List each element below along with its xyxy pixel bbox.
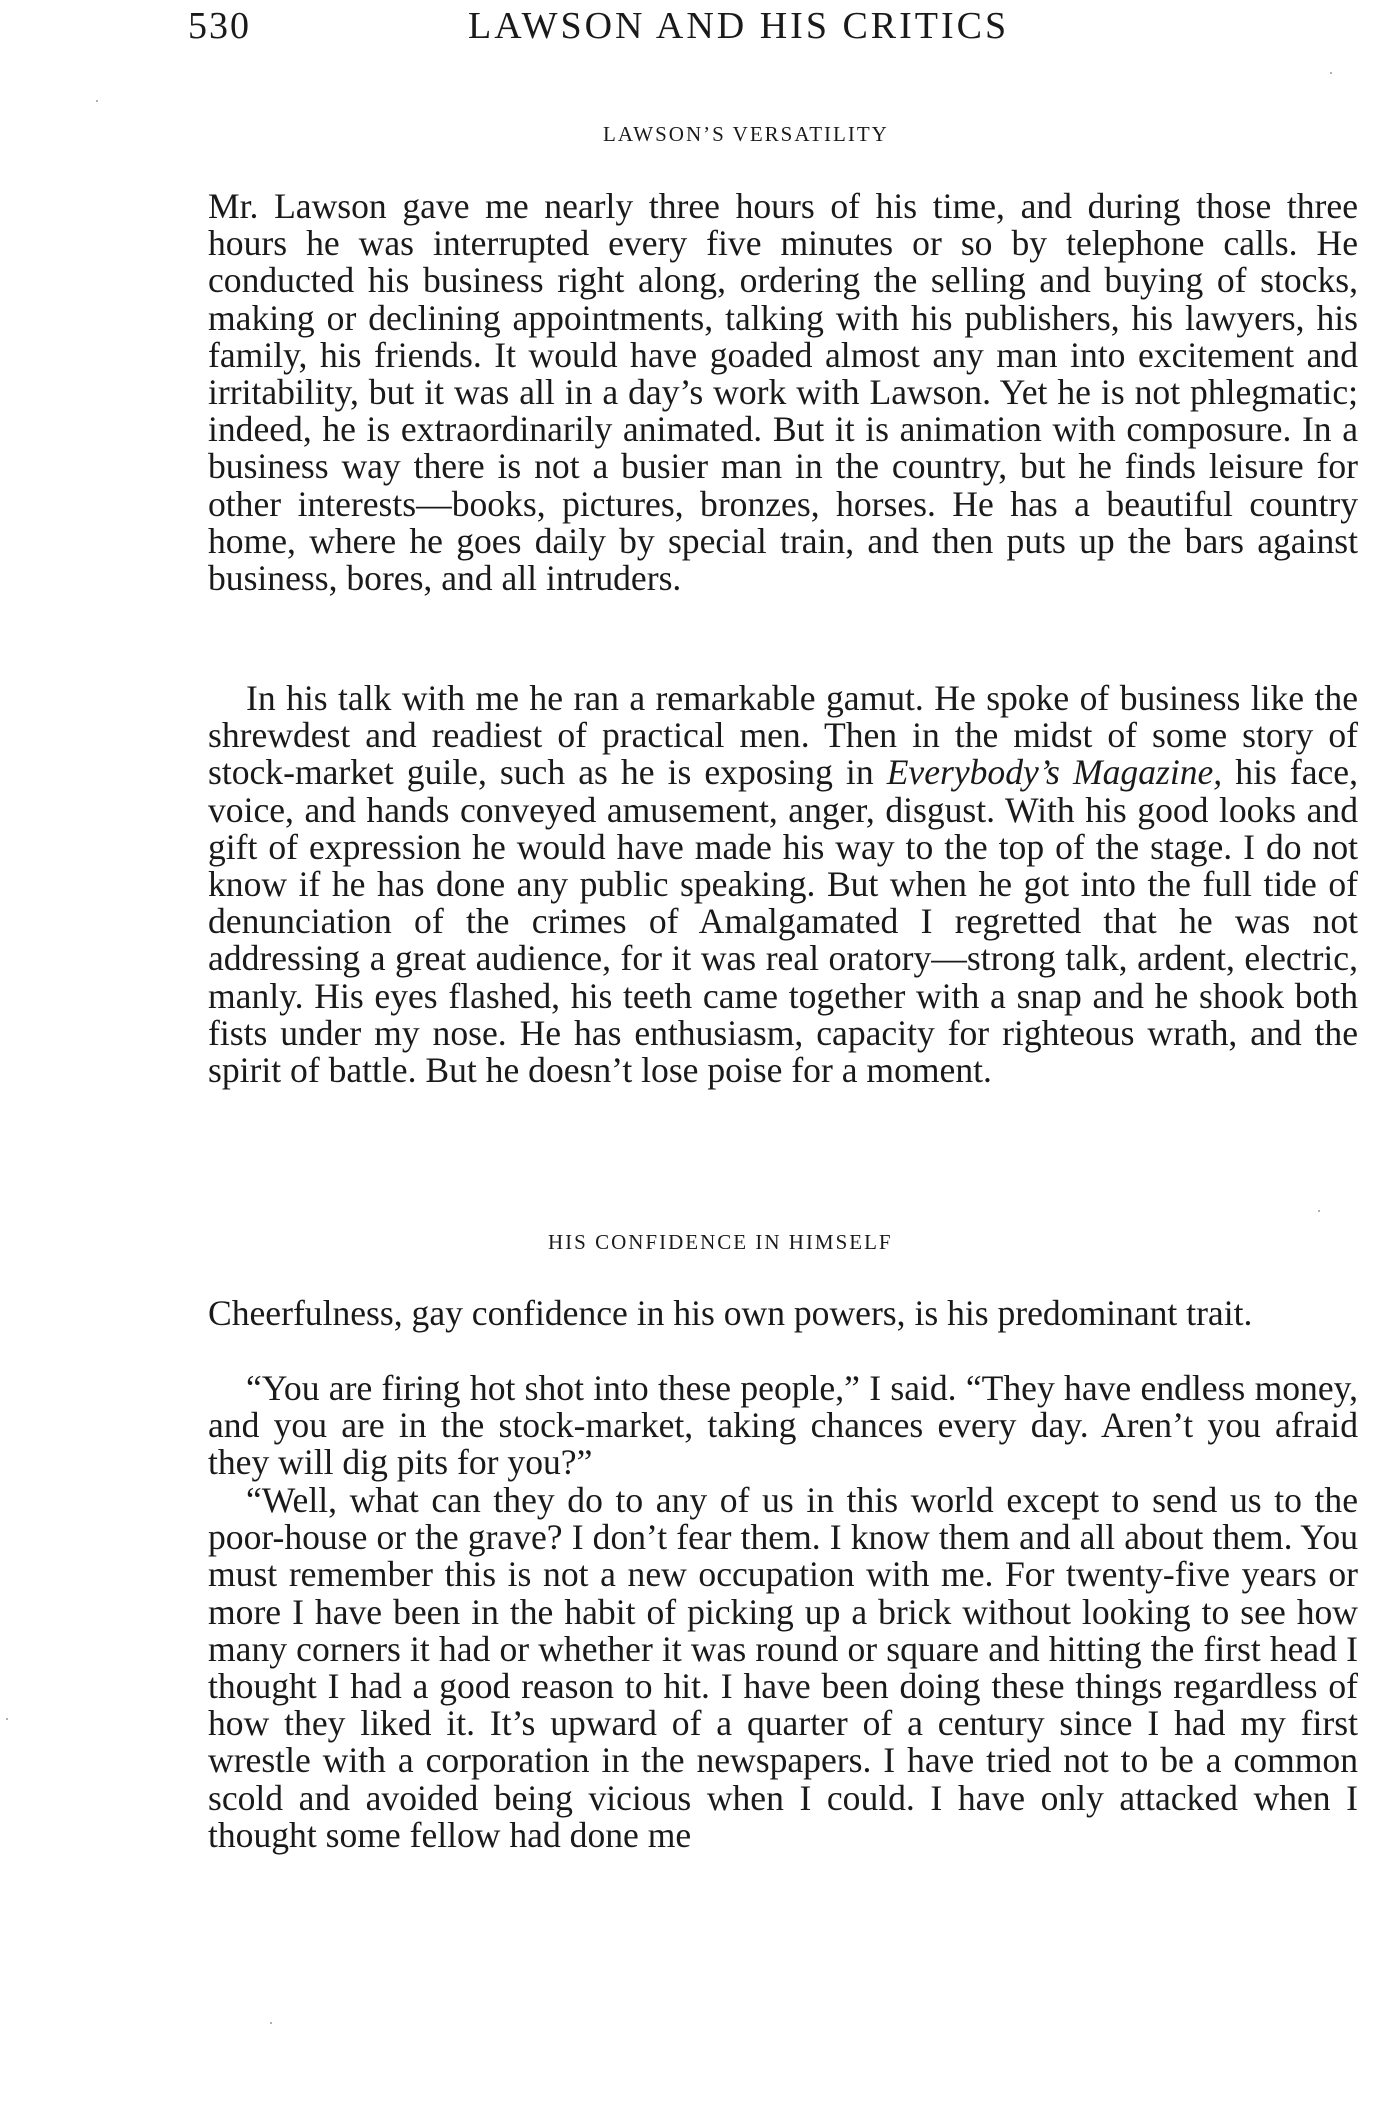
paragraph-text: In his talk with me he ran a remarkable gamut. He spoke of business like the shrewdest and readiest of practical men. Then in the midst of some story of stock-market guile, such as he is exposing in (208, 678, 1358, 793)
running-title: LAWSON AND HIS CRITICS (468, 5, 1010, 47)
scan-speck (270, 2022, 272, 2024)
section-heading-versatility: LAWSON’S VERSATILITY (603, 122, 889, 146)
section-heading-confidence: HIS CONFIDENCE IN HIMSELF (548, 1230, 893, 1254)
body-paragraph: “Well, what can they do to any of us in this world except to send us to the poor-house or the grave? I don’t fear them. I know them and all about them. You must remember this is not a new occupation with me. For twenty-five years or more I have been in the habit of picking up a brick without looking to see how many corners it had or whether it was round or square and hitting the first head I thought I had a good reason to hit. I have been doing these things regardless of how they liked it. It’s upward of a quarter of a century since I had my first wrestle with a corporation in the newspapers. I have tried not to be a common scold and avoided being vicious when I could. I have only attacked when I thought some fellow had done me (208, 1480, 1358, 1855)
scan-speck (6, 1718, 8, 1720)
page-number: 530 (188, 5, 251, 47)
magazine-title: Everybody’s Magazine, (886, 752, 1223, 793)
scan-speck (96, 100, 98, 102)
body-paragraph: “You are firing hot shot into these people,” I said. “They have endless money, and you are in the stock-market, taking chances every day. Aren’t you afraid they will dig pits for you?” (208, 1368, 1358, 1483)
scan-speck (1330, 72, 1332, 74)
body-paragraph: Cheerfulness, gay confidence in his own powers, is his predominant trait. (208, 1293, 1253, 1333)
body-paragraph (208, 680, 1358, 1089)
paragraph-text: his face, voice, and hands conveyed amusement, anger, disgust. With his good looks and gift of expression he would have made his way to the top of the stage. I do not know if he has done any public speaking. But when he got into the full tide of denunciation of the crimes of Amalgamated I regretted that he was not addressing a great audience, for it was real oratory—strong talk, ardent, electric, manly. His eyes flashed, his teeth came together with a snap and he shook both fists under my nose. He has enthusiasm, capacity for righteous wrath, and the spirit of battle. But he doesn’t lose poise for a moment. (208, 752, 1358, 1091)
scan-speck (1318, 1210, 1320, 1212)
body-paragraph: Mr. Lawson gave me nearly three hours of his time, and during those three hours he was interrupted every five minutes or so by telephone calls. He conducted his business right along, ordering the selling and buying of stocks, making or declining appointments, talking with his publishers, his lawyers, his family, his friends. It would have goaded almost any man into excitement and irritability, but it was all in a day’s work with Lawson. Yet he is not phlegmatic; indeed, he is extraordinarily animated. But it is animation with composure. In a business way there is not a busier man in the country, but he finds leisure for other interests—books, pictures, bronzes, horses. He has a beautiful country home, where he goes daily by special train, and then puts up the bars against business, bores, and all intruders. (208, 186, 1358, 599)
running-header (188, 4, 1358, 54)
